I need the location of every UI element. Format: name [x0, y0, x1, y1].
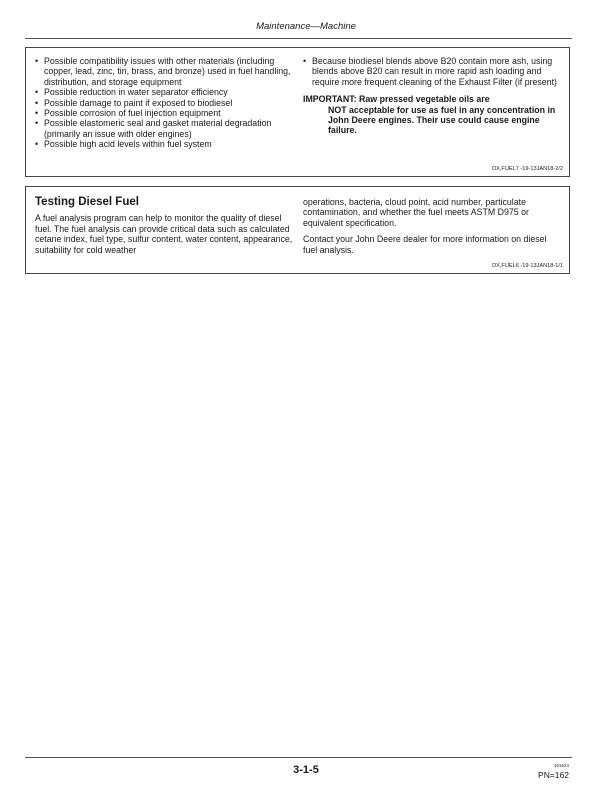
list-item: • Possible reduction in water separator efficiency	[35, 87, 297, 97]
page-header-title: Maintenance—Machine	[256, 21, 356, 32]
reference-code: DX,FUEL7 -19-13JAN18-2/2	[492, 166, 563, 172]
paragraph: operations, bacteria, cloud point, acid number, particulate contamination, and whether the fuel meets ASTM D975 or equivalent specification.	[303, 197, 529, 228]
left-column	[35, 56, 297, 150]
footer-rule	[25, 757, 572, 758]
right-bullet-list	[303, 56, 561, 87]
right-column	[303, 56, 561, 136]
important-notice	[303, 94, 561, 136]
left-bullet-list	[35, 56, 297, 150]
testing-diesel-fuel-box	[25, 186, 570, 274]
paragraph: A fuel analysis program can help to monitor the quality of diesel fuel. The fuel analysis can provide critical data such as calculated cetane index, fuel type, sulfur content, water content, appearance, suitability for cold weather	[35, 213, 293, 255]
biodiesel-notes-box	[25, 47, 570, 177]
list-item: • Possible damage to paint if exposed to biodiesel	[35, 98, 297, 108]
part-number: PN=162	[538, 770, 569, 780]
important-notice-body: NOT acceptable for use as fuel in any concentration in John Deere engines. Their use could cause engine failure.	[328, 104, 556, 136]
left-column	[35, 197, 297, 261]
footer-code: 101524	[553, 763, 569, 768]
section-title: Testing Diesel Fuel	[35, 196, 139, 208]
reference-code: DX,FUEL6 -19-13JAN18-1/1	[492, 263, 563, 269]
list-item: • Possible elastomeric seal and gasket material degradation (primarily an issue with older engines)	[35, 118, 297, 139]
page-number: 3-1-5	[293, 764, 319, 776]
list-item: • Possible high acid levels within fuel system	[35, 139, 297, 149]
list-item: • Possible compatibility issues with other materials (including copper, lead, zinc, tin, brass, and bronze) used in fuel handling, distribution, and storage equipment	[35, 56, 297, 87]
important-notice-lead: IMPORTANT: Raw pressed vegetable oils are	[303, 94, 490, 105]
paragraph: Contact your John Deere dealer for more information on diesel fuel analysis.	[303, 234, 547, 255]
header-rule	[25, 38, 572, 39]
list-item: • Because biodiesel blends above B20 contain more ash, using blends above B20 can result in more rapid ash loading and require more frequent cleaning of the Exhaust Filter (if present)	[303, 56, 561, 87]
right-column	[303, 197, 561, 261]
list-item: • Possible corrosion of fuel injection equipment	[35, 108, 297, 118]
